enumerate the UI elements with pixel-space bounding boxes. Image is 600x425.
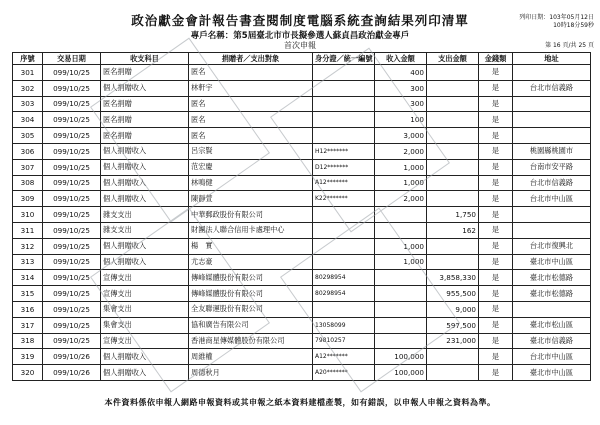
row-expense: 9,000 — [427, 301, 479, 317]
table-row — [13, 159, 591, 175]
account-name: 專戶名稱：第5屆臺北市市長擬參選人蘇貞昌政治獻金專戶 — [190, 31, 410, 41]
row-party: 尤志豪 — [189, 254, 313, 270]
table-row — [13, 65, 591, 81]
row-income — [375, 207, 427, 223]
row-seq: 313 — [13, 254, 43, 270]
row-seq: 307 — [13, 159, 43, 175]
row-cash: 是 — [479, 238, 513, 254]
row-cash: 是 — [479, 222, 513, 238]
row-party: 匿名 — [189, 128, 313, 144]
row-cash: 是 — [479, 80, 513, 96]
row-id-number — [313, 128, 375, 144]
row-date: 099/10/25 — [43, 207, 101, 223]
row-party: 周德秋月 — [189, 365, 313, 381]
table-row — [13, 112, 591, 128]
row-income — [375, 222, 427, 238]
row-seq: 301 — [13, 65, 43, 81]
row-expense: 597,500 — [427, 317, 479, 333]
row-income: 2,000 — [375, 143, 427, 159]
row-address: 臺北市松山區 — [513, 317, 591, 333]
row-id-number: 80298954 — [313, 270, 375, 286]
row-category: 集會支出 — [101, 301, 189, 317]
row-seq: 320 — [13, 365, 43, 381]
row-address: 臺北市信義路 — [513, 333, 591, 349]
row-party: 匿名 — [189, 96, 313, 112]
row-seq: 302 — [13, 80, 43, 96]
row-party: 呂宗賢 — [189, 143, 313, 159]
row-seq: 315 — [13, 286, 43, 302]
row-date: 099/10/25 — [43, 317, 101, 333]
table-row — [13, 286, 591, 302]
row-id-number — [313, 96, 375, 112]
table-row — [13, 191, 591, 207]
row-expense — [427, 254, 479, 270]
row-party: 財團法人聯合信用卡處理中心 — [189, 222, 313, 238]
column-header: 身分證／統一編號 — [313, 53, 375, 65]
row-party: 范宏慶 — [189, 159, 313, 175]
row-seq: 308 — [13, 175, 43, 191]
row-expense — [427, 80, 479, 96]
page-info: 第 16 頁/共 25 頁 — [545, 42, 594, 49]
row-cash: 是 — [479, 301, 513, 317]
table-row — [13, 317, 591, 333]
row-category: 個人捐贈收入 — [101, 191, 189, 207]
row-address — [513, 128, 591, 144]
row-cash: 是 — [479, 191, 513, 207]
row-address: 台北市信義路 — [513, 80, 591, 96]
column-header: 支出金額 — [427, 53, 479, 65]
report-title: 政治獻金會計報告書查閱制度電腦系統查詢結果列印清單 — [131, 13, 469, 28]
report-type: 首次申報 — [284, 41, 316, 50]
row-expense: 955,500 — [427, 286, 479, 302]
column-header: 收支科目 — [101, 53, 189, 65]
row-id-number: A12******* — [313, 349, 375, 365]
row-category: 個人捐贈收入 — [101, 175, 189, 191]
row-seq: 303 — [13, 96, 43, 112]
row-cash: 是 — [479, 207, 513, 223]
table-row — [13, 222, 591, 238]
row-address: 台北市中山區 — [513, 191, 591, 207]
row-address — [513, 112, 591, 128]
row-expense — [427, 65, 479, 81]
row-id-number — [313, 65, 375, 81]
row-expense — [427, 159, 479, 175]
row-cash: 是 — [479, 175, 513, 191]
row-date: 099/10/26 — [43, 365, 101, 381]
row-expense — [427, 365, 479, 381]
row-expense: 1,750 — [427, 207, 479, 223]
table-row — [13, 238, 591, 254]
row-id-number — [313, 238, 375, 254]
row-cash: 是 — [479, 286, 513, 302]
row-income: 300 — [375, 96, 427, 112]
row-address: 臺北市中山區 — [513, 254, 591, 270]
row-id-number: K22******* — [313, 191, 375, 207]
row-seq: 304 — [13, 112, 43, 128]
row-party: 中華郵政股份有限公司 — [189, 207, 313, 223]
row-id-number: D12******* — [313, 159, 375, 175]
row-address: 台北市中山區 — [513, 349, 591, 365]
row-income: 1,000 — [375, 254, 427, 270]
table-row — [13, 365, 591, 381]
row-id-number: 80298954 — [313, 286, 375, 302]
row-income: 100 — [375, 112, 427, 128]
row-income — [375, 301, 427, 317]
print-date: 列印日期：103年05月12日 — [519, 14, 594, 21]
row-income — [375, 270, 427, 286]
row-party: 全友聯運股份有限公司 — [189, 301, 313, 317]
row-cash: 是 — [479, 128, 513, 144]
row-income: 1,000 — [375, 175, 427, 191]
row-party: 匿名 — [189, 112, 313, 128]
row-cash: 是 — [479, 254, 513, 270]
row-seq: 319 — [13, 349, 43, 365]
row-id-number: A12******* — [313, 175, 375, 191]
row-date: 099/10/25 — [43, 175, 101, 191]
row-party: 林鳴健 — [189, 175, 313, 191]
row-date: 099/10/25 — [43, 112, 101, 128]
row-expense — [427, 175, 479, 191]
row-expense: 231,000 — [427, 333, 479, 349]
row-date: 099/10/25 — [43, 333, 101, 349]
table-row — [13, 207, 591, 223]
row-address: 桃園縣桃園市 — [513, 143, 591, 159]
row-date: 099/10/25 — [43, 96, 101, 112]
column-header: 交易日期 — [43, 53, 101, 65]
row-party: 香港商星傳媒體股份有限公司 — [189, 333, 313, 349]
row-cash: 是 — [479, 65, 513, 81]
row-cash: 是 — [479, 349, 513, 365]
row-income — [375, 286, 427, 302]
row-party: 周維權 — [189, 349, 313, 365]
row-expense: 162 — [427, 222, 479, 238]
row-category: 個人捐贈收入 — [101, 238, 189, 254]
row-id-number: 79810257 — [313, 333, 375, 349]
row-id-number — [313, 301, 375, 317]
row-date: 099/10/25 — [43, 301, 101, 317]
transactions-table — [12, 52, 591, 381]
row-income: 1,000 — [375, 238, 427, 254]
row-id-number — [313, 80, 375, 96]
table-row — [13, 80, 591, 96]
row-category: 雜支支出 — [101, 222, 189, 238]
column-header: 收入金額 — [375, 53, 427, 65]
row-income: 100,000 — [375, 365, 427, 381]
row-category: 宣傳支出 — [101, 270, 189, 286]
row-cash: 是 — [479, 159, 513, 175]
row-party: 林軒宇 — [189, 80, 313, 96]
row-expense — [427, 238, 479, 254]
column-header: 地址 — [513, 53, 591, 65]
row-seq: 312 — [13, 238, 43, 254]
row-seq: 314 — [13, 270, 43, 286]
table-row — [13, 301, 591, 317]
row-date: 099/10/25 — [43, 128, 101, 144]
print-time: 10時18分59秒 — [553, 22, 594, 29]
row-date: 099/10/25 — [43, 286, 101, 302]
row-address — [513, 207, 591, 223]
footer-note: 本件資料係依申報人網路申報資料或其申報之紙本資料建檔產製，如有錯誤，以申報人申報之資料為準。 — [104, 398, 496, 407]
table-row — [13, 254, 591, 270]
table-row — [13, 333, 591, 349]
row-id-number — [313, 207, 375, 223]
row-cash: 是 — [479, 317, 513, 333]
row-party: 陳靜萱 — [189, 191, 313, 207]
row-income — [375, 317, 427, 333]
row-income: 300 — [375, 80, 427, 96]
row-category: 個人捐贈收入 — [101, 349, 189, 365]
row-party: 傳峰媒體股份有限公司 — [189, 270, 313, 286]
row-date: 099/10/25 — [43, 159, 101, 175]
row-seq: 311 — [13, 222, 43, 238]
row-seq: 317 — [13, 317, 43, 333]
row-id-number: A20******* — [313, 365, 375, 381]
row-category: 匿名捐贈 — [101, 96, 189, 112]
row-expense — [427, 349, 479, 365]
row-cash: 是 — [479, 96, 513, 112]
row-category: 雜支支出 — [101, 207, 189, 223]
row-address: 臺北市松德路 — [513, 270, 591, 286]
row-category: 個人捐贈收入 — [101, 365, 189, 381]
row-address: 台北市復興北 — [513, 238, 591, 254]
table-header-row — [13, 53, 591, 65]
row-expense — [427, 96, 479, 112]
row-category: 匿名捐贈 — [101, 65, 189, 81]
row-seq: 310 — [13, 207, 43, 223]
row-expense — [427, 191, 479, 207]
row-address: 臺北市中山區 — [513, 365, 591, 381]
column-header: 金錢類 — [479, 53, 513, 65]
row-income — [375, 333, 427, 349]
row-cash: 是 — [479, 143, 513, 159]
row-cash: 是 — [479, 270, 513, 286]
table-row — [13, 143, 591, 159]
row-category: 個人捐贈收入 — [101, 143, 189, 159]
row-date: 099/10/25 — [43, 270, 101, 286]
row-expense — [427, 143, 479, 159]
row-seq: 318 — [13, 333, 43, 349]
row-category: 個人捐贈收入 — [101, 80, 189, 96]
row-party: 傳峰媒體股份有限公司 — [189, 286, 313, 302]
row-id-number: 13058099 — [313, 317, 375, 333]
row-cash: 是 — [479, 365, 513, 381]
row-address — [513, 301, 591, 317]
row-date: 099/10/26 — [43, 349, 101, 365]
row-category: 匿名捐贈 — [101, 112, 189, 128]
row-date: 099/10/25 — [43, 65, 101, 81]
report-header — [0, 0, 600, 52]
table-row — [13, 270, 591, 286]
row-address: 臺北市松德路 — [513, 286, 591, 302]
row-party: 協和廣告有限公司 — [189, 317, 313, 333]
column-header: 序號 — [13, 53, 43, 65]
row-category: 宣傳支出 — [101, 286, 189, 302]
row-address — [513, 96, 591, 112]
row-cash: 是 — [479, 112, 513, 128]
row-date: 099/10/25 — [43, 254, 101, 270]
row-seq: 306 — [13, 143, 43, 159]
row-category: 集會支出 — [101, 317, 189, 333]
row-id-number — [313, 254, 375, 270]
row-expense: 3,858,330 — [427, 270, 479, 286]
row-expense — [427, 112, 479, 128]
row-category: 個人捐贈收入 — [101, 254, 189, 270]
row-party: 楊 實 — [189, 238, 313, 254]
row-income: 1,000 — [375, 159, 427, 175]
row-date: 099/10/25 — [43, 143, 101, 159]
row-category: 個人捐贈收入 — [101, 159, 189, 175]
row-address — [513, 65, 591, 81]
row-date: 099/10/25 — [43, 238, 101, 254]
column-header: 捐贈者／支出對象 — [189, 53, 313, 65]
row-category: 宣傳支出 — [101, 333, 189, 349]
row-seq: 309 — [13, 191, 43, 207]
row-date: 099/10/25 — [43, 191, 101, 207]
table-row — [13, 349, 591, 365]
row-income: 400 — [375, 65, 427, 81]
row-income: 100,000 — [375, 349, 427, 365]
row-party: 匿名 — [189, 65, 313, 81]
row-seq: 305 — [13, 128, 43, 144]
table-body — [13, 65, 591, 381]
row-id-number — [313, 222, 375, 238]
table-row — [13, 128, 591, 144]
row-address — [513, 222, 591, 238]
table-row — [13, 175, 591, 191]
row-cash: 是 — [479, 333, 513, 349]
row-income: 3,000 — [375, 128, 427, 144]
row-address: 台南市安平路 — [513, 159, 591, 175]
row-expense — [427, 128, 479, 144]
row-id-number: H12******* — [313, 143, 375, 159]
row-seq: 316 — [13, 301, 43, 317]
row-id-number — [313, 112, 375, 128]
row-date: 099/10/25 — [43, 222, 101, 238]
table-row — [13, 96, 591, 112]
row-date: 099/10/25 — [43, 80, 101, 96]
row-address: 台北市信義路 — [513, 175, 591, 191]
row-income: 2,000 — [375, 191, 427, 207]
row-category: 匿名捐贈 — [101, 128, 189, 144]
